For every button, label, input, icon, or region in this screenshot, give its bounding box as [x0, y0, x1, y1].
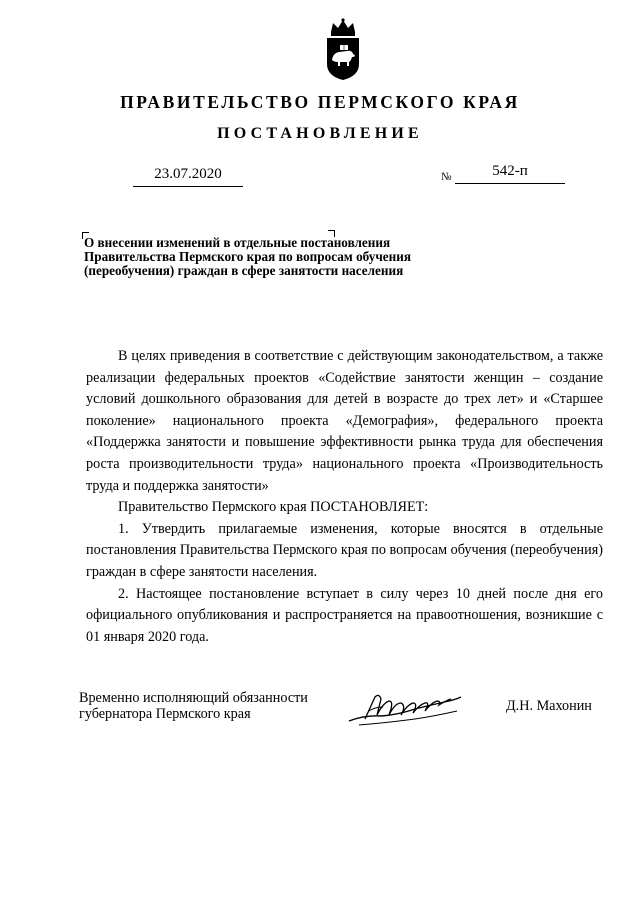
signer-position-line2: губернатора Пермского края — [79, 705, 251, 722]
handwritten-signature — [345, 685, 465, 731]
signer-position — [79, 691, 369, 722]
body-paragraph-resolves: Правительство Пермского края ПОСТАНОВЛЯЕТ: — [118, 499, 429, 516]
document-subject: О внесении изменений в отдельные постановления Правительства Пермского края по вопросам обучения (переобучения) граждан в сфере занятости населения — [84, 235, 411, 278]
document-date: 23.07.2020 — [133, 166, 243, 187]
government-title: ПРАВИТЕЛЬСТВО ПЕРМСКОГО КРАЯ — [120, 92, 520, 112]
signer-name: Д.Н. Махонин — [506, 698, 592, 714]
signer-position-line1: Временно исполняющий обязанности — [79, 690, 308, 706]
document-body — [86, 346, 603, 648]
body-paragraph-item-1: 1. Утвердить прилагаемые изменения, которые вносятся в отдельные постановления Правительства Пермского края по вопросам обучения (переобучения) граждан в сфере занятости населения. — [86, 520, 603, 580]
body-paragraph-item-2: 2. Настоящее постановление вступает в силу через 10 дней после дня его официального опубликования и распространяется на правоотношения, возникшие с 01 января 2020 года. — [86, 585, 603, 645]
number-sign: № — [441, 171, 452, 183]
document-type: ПОСТАНОВЛЕНИЕ — [217, 125, 423, 142]
document-number: 542-п — [455, 163, 565, 184]
coat-of-arms-icon — [323, 18, 363, 82]
body-paragraph-preamble: В целях приведения в соответствие с действующим законодательством, а также реализации федеральных проектов «Содействие занятости женщин – создание условий дошкольного образования для детей в возрасте до трех лет» и «Старшее поколение» национального проекта «Демография», федерального проекта «Поддержка занятости и повышение эффективности рынка труда для обеспечения роста производительности труда» национального проекта «Производительность труда и поддержка занятости» — [86, 348, 603, 494]
